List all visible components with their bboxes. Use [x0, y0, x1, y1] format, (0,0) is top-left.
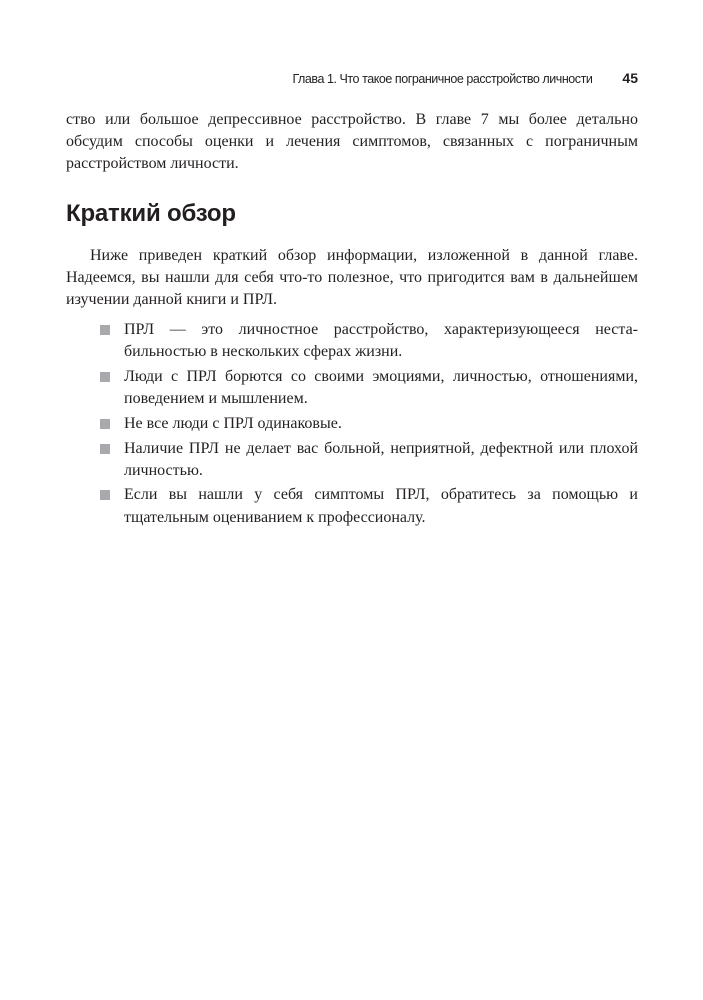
list-item [100, 319, 638, 363]
list-item [100, 413, 638, 435]
section-heading: Краткий обзор [66, 200, 236, 227]
running-header [66, 70, 638, 90]
square-bullet-icon [100, 419, 110, 429]
list-item [100, 366, 638, 410]
running-title: Глава 1. Что такое пограничное расстройство личности [292, 72, 593, 86]
list-item-text: Люди с ПРЛ борются со своими эмоциями, личностью, отношениями, поведением и мышлением. [124, 367, 638, 408]
list-item-text: Наличие ПРЛ не делает вас больной, неприятной, дефектной или плохой личностью. [124, 439, 638, 479]
list-item-text: Если вы нашли у себя симптомы ПРЛ, обратитесь за помощью и тщательным оцениванием к профессионалу. [124, 486, 638, 526]
intro-paragraph: Ниже приведен краткий обзор информации, изложенной в данной главе. Надеемся, вы нашли для себя что-то полезное, что пригодится вам в дальнейшем изучении данной книги и ПРЛ. [66, 247, 638, 309]
continued-paragraph: ство или большое депрессивное расстройство. В главе 7 мы более детально обсудим способы оценки и лечения симптомов, связанных с пограничным расстройством личности. [66, 111, 638, 173]
page-number: 45 [622, 70, 638, 86]
square-bullet-icon [100, 325, 110, 335]
list-item-text: Не все люди с ПРЛ одинаковые. [124, 414, 342, 432]
list-item [100, 438, 638, 482]
summary-list [100, 319, 638, 531]
list-item-text: ПРЛ — это личностное расстройство, характеризующееся нестабильностью в нескольких сферах жизни. [124, 321, 638, 361]
square-bullet-icon [100, 444, 110, 454]
list-item [100, 484, 638, 528]
square-bullet-icon [100, 490, 110, 500]
square-bullet-icon [100, 372, 110, 382]
